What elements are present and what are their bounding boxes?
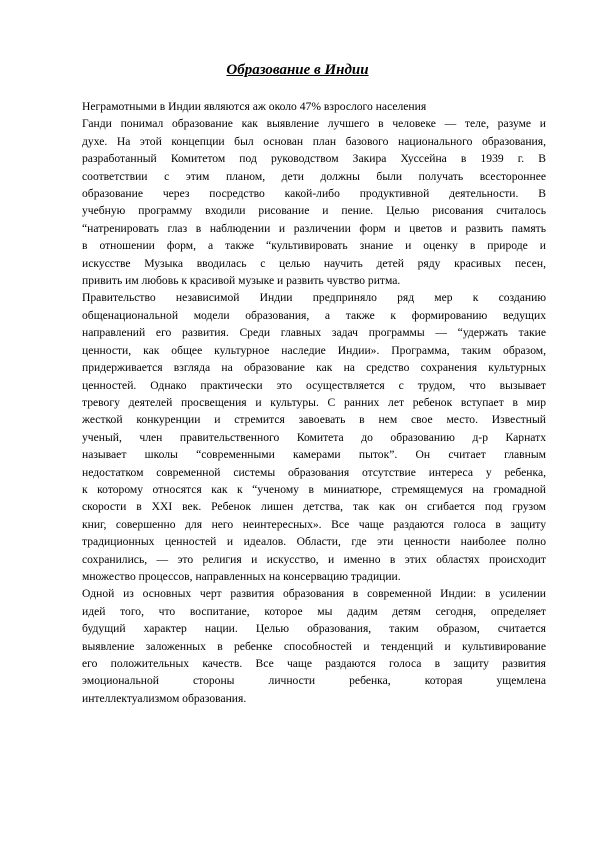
- text-line: традиционных ценностей и идеалов. Области, где эти ценности наиболее полно: [82, 535, 546, 549]
- text-line: в отношении форм, а также “культивировать знание и оценку в природе и: [82, 239, 546, 253]
- text-line: ученый, член правительственного Комитета до образованию д-р Карнатх: [82, 430, 546, 444]
- text-line: учебную программу входили рисование и пение. Целью рисования считалось: [82, 204, 546, 218]
- document-body: [82, 98, 546, 707]
- text-line: книг, совершенно для него неинтересных». Все чаще раздаются голоса в защиту: [82, 517, 546, 531]
- text-line: множество процессов, направленных на консервацию традиции.: [82, 569, 401, 583]
- text-line: соответствии с этим планом, дети должны были получать всестороннее: [82, 169, 546, 183]
- text-line: искусстве Музыка вводилась с целью научить детей ряду красивых песен,: [82, 256, 546, 270]
- text-line: называет школы “современными камерами пыток”. Он считает главным: [82, 448, 546, 462]
- text-line: тревогу деятелей просвещения и культуры. С ранних лет ребенок вступает в мир: [82, 395, 546, 409]
- text-line: интеллектуализмом образования.: [82, 691, 247, 705]
- paragraph-3: [82, 289, 546, 585]
- text-line: Правительство независимой Индии предприняло ряд мер к созданию: [82, 291, 546, 305]
- text-line: направлений его развития. Среди главных задач программы — “удержать такие: [82, 326, 546, 340]
- text-line: выявление заложенных в ребенке способностей и тенденций и культивирование: [82, 639, 546, 653]
- document-title: Образование в Индии: [226, 62, 369, 78]
- text-line: идей того, что воспитание, которое мы дадим детям сегодня, определяет: [82, 604, 546, 618]
- text-line: будущий характер нации. Целью образования, таким образом, считается: [82, 622, 546, 636]
- paragraph-2: [82, 115, 546, 289]
- paragraph-1: [82, 98, 546, 115]
- text-line: Неграмотными в Индии являются аж около 47% взрослого населения: [82, 100, 427, 113]
- text-line: сохранились, — это религия и искусство, и именно в этих областях происходит: [82, 552, 546, 566]
- text-line: придерживается взгляда на образование как на средство сохранения культурных: [82, 361, 546, 375]
- text-line: к которому относятся как к “ученому в миниатюре, стремящемуся на громадной: [82, 482, 546, 496]
- text-line: жесткой конкуренции и стремится завоевать в нем свое место. Известный: [82, 413, 546, 427]
- text-line: ценностей. Однако практически это осуществляется с трудом, что вызывает: [82, 378, 546, 392]
- text-line: Ганди понимал образование как выявление лучшего в человеке — теле, разуме и: [82, 117, 546, 131]
- paragraph-4: [82, 585, 546, 707]
- text-line: разработанный Комитетом под руководством Закира Хуссейна в 1939 г. В: [82, 152, 546, 166]
- text-line: его положительных качеств. Все чаще раздаются голоса в защиту развития: [82, 657, 546, 670]
- text-line: ценности, как общее культурное наследие Индии». Программа, таким образом,: [82, 343, 546, 357]
- text-line: недостатком современной системы образования отсутствие интереса у ребенка,: [82, 465, 546, 479]
- text-line: общенациональной модели образования, а также к формированию ведущих: [82, 308, 546, 322]
- text-line: “натренировать глаз в наблюдении и различении форм и цветов и развить память: [82, 221, 546, 235]
- text-line: привить им любовь к красивой музыке и развить чувство ритма.: [82, 274, 401, 288]
- text-line: Одной из основных черт развития образования в современной Индии: в усилении: [82, 587, 546, 601]
- text-line: скорости в XXI век. Ребенок лишен детства, так как он сгибается под грузом: [82, 500, 546, 514]
- text-line: духе. На этой концепции был основан план базового национального образования,: [82, 134, 546, 148]
- text-line: эмоциональной стороны личности ребенка, которая ущемлена: [82, 674, 546, 688]
- text-line: образование через посредство какой-либо продуктивной деятельности. В: [82, 187, 546, 201]
